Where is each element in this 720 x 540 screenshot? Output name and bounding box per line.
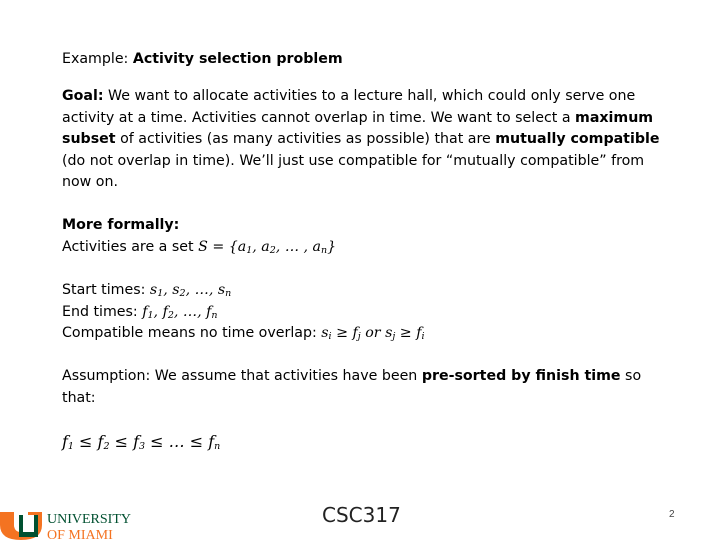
f-var: f (416, 325, 422, 341)
university-of-miami-logo (0, 506, 160, 540)
assumption-paragraph (62, 366, 662, 409)
set-sub-2: 2 (269, 244, 276, 256)
activity-set-math (198, 239, 336, 255)
formal-definition (62, 215, 336, 258)
set-sub-n: n (321, 244, 328, 256)
course-label: CSC317 (322, 503, 401, 527)
activity-set-line (62, 237, 336, 259)
or-word: or (360, 325, 386, 341)
start-times-label: Start times: (62, 282, 150, 298)
compatible-line (62, 323, 425, 345)
goal-bold-mutually-compatible: mutually compatible (495, 131, 660, 147)
f-var: f (133, 432, 140, 451)
s-sub-2: 2 (179, 288, 186, 299)
title-bold: Activity selection problem (132, 51, 343, 67)
assumption-text-1: Assumption: We assume that activities have been (62, 368, 422, 384)
logo-word-university: UNIVERSITY (47, 512, 131, 527)
s-var: s (172, 282, 180, 298)
f-sub-n: n (211, 309, 218, 321)
slide-title (62, 49, 343, 71)
set-mid-1: , a (252, 238, 270, 255)
finish-order-inequality (62, 431, 220, 453)
s-sub-1: 1 (157, 288, 164, 299)
ge-symbol: ≥ (331, 325, 353, 341)
goal-text-2: of activities (as many activities as possible) that are (115, 131, 496, 147)
start-times-line (62, 280, 425, 302)
s-sub-n: n (225, 288, 232, 299)
sub-j: j (357, 331, 361, 342)
ellipsis: … (168, 432, 185, 451)
le-symbol: ≤ (73, 432, 98, 451)
sep: , (153, 303, 163, 320)
le-symbol: ≤ (145, 432, 169, 451)
f-var: f (62, 432, 68, 451)
assumption-text-2: so that: (62, 368, 642, 406)
set-mid-2: , … , a (275, 238, 321, 255)
goal-label: Goal: (62, 88, 104, 104)
compatible-label: Compatible means no time overlap: (62, 325, 322, 341)
sub-i: i (328, 331, 332, 342)
s-var: s (321, 325, 329, 341)
ellipsis: …, (182, 303, 207, 320)
sub-i: i (421, 331, 425, 342)
s-var: s (149, 282, 158, 298)
sep: , (185, 282, 195, 298)
sep: , (173, 303, 183, 320)
le-symbol: ≤ (184, 432, 209, 451)
end-times-math (142, 304, 217, 320)
f-sub-n: n (214, 441, 221, 452)
set-sub-1: 1 (246, 244, 253, 256)
ellipsis: …, (194, 282, 218, 298)
compatible-math (321, 325, 424, 341)
f-sub-3: 3 (139, 441, 146, 452)
logo-word-miami: OF MIAMI (47, 528, 113, 540)
sub-j: j (392, 331, 396, 342)
page-number: 2 (669, 509, 675, 520)
title-prefix: Example: (62, 51, 133, 67)
sep: , (163, 282, 173, 298)
f-var: f (206, 303, 212, 320)
f-var: f (142, 303, 148, 320)
s-var: s (385, 325, 393, 341)
s-var: s (217, 282, 226, 298)
set-end: } (327, 238, 337, 255)
f-sub-1: 1 (147, 309, 154, 321)
end-times-label: End times: (62, 303, 143, 320)
goal-bold-maximum-subset: maximum subset (62, 109, 654, 147)
u-logo-icon (0, 512, 42, 540)
start-times-math (150, 282, 231, 298)
f-var: f (97, 432, 104, 451)
le-symbol: ≤ (109, 432, 134, 451)
f-var: f (352, 325, 358, 341)
formal-heading: More formally: (62, 217, 180, 233)
ge-symbol: ≥ (395, 325, 417, 341)
activity-set-prefix: Activities are a set (62, 238, 199, 255)
f-sub-2: 2 (167, 309, 174, 321)
set-start: S = {a (198, 238, 247, 255)
f-sub-1: 1 (67, 441, 74, 452)
goal-paragraph (62, 86, 672, 194)
goal-text-1: We want to allocate activities to a lecture hall, which could only serve one activity at a time. Activities cannot overlap in time. We want to select a (62, 88, 636, 126)
assumption-bold: pre-sorted by finish time (421, 368, 621, 384)
f-var: f (208, 432, 215, 451)
end-times-line (62, 302, 425, 324)
goal-text-3: (do not overlap in time). We’ll just use compatible for “mutually compatible” from now on. (62, 152, 645, 190)
f-sub-2: 2 (103, 441, 110, 452)
times-block (62, 280, 425, 345)
f-var: f (162, 303, 168, 320)
